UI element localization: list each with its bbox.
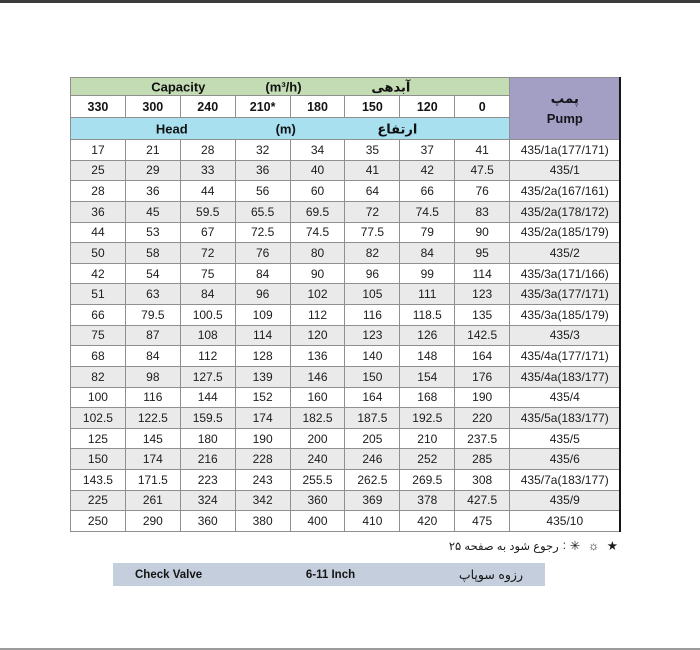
head-value-cell: 84 (400, 243, 455, 264)
head-value-cell: 65.5 (235, 201, 290, 222)
head-value-cell: 68 (71, 346, 126, 367)
pump-data-row (71, 366, 621, 387)
pump-model-cell: 435/2a(185/179) (510, 222, 621, 243)
pump-header-fa: پمپ (550, 90, 579, 106)
head-value-cell: 28 (180, 140, 235, 161)
head-value-cell: 378 (400, 490, 455, 511)
capacity-value-cell: 120 (400, 96, 455, 118)
pump-data-row (71, 284, 621, 305)
head-value-cell: 79.5 (125, 305, 180, 326)
head-value-cell: 164 (455, 346, 510, 367)
pump-column-header (510, 78, 621, 140)
pump-model-cell: 435/4 (510, 387, 621, 408)
head-value-cell: 102 (290, 284, 345, 305)
pump-data-row (71, 511, 621, 532)
pump-model-cell: 435/6 (510, 449, 621, 470)
pump-data-row (71, 325, 621, 346)
valve-thread-label-fa: رزوه سوپاپ (458, 568, 523, 582)
head-value-cell: 69.5 (290, 201, 345, 222)
head-value-cell: 410 (345, 511, 400, 532)
head-value-cell: 21 (125, 140, 180, 161)
pump-data-row (71, 140, 621, 161)
head-value-cell: 60 (290, 181, 345, 202)
footnote-text: رجوع شود به صفحه ۲۵ (448, 540, 559, 553)
head-value-cell: 84 (125, 346, 180, 367)
head-value-cell: 164 (345, 387, 400, 408)
head-label-en: Head (155, 121, 188, 136)
head-value-cell: 118.5 (400, 305, 455, 326)
head-value-cell: 285 (455, 449, 510, 470)
head-value-cell: 34 (290, 140, 345, 161)
head-value-cell: 150 (345, 366, 400, 387)
table-body (71, 140, 621, 532)
head-value-cell: 72.5 (235, 222, 290, 243)
head-value-cell: 223 (180, 470, 235, 491)
head-value-cell: 56 (235, 181, 290, 202)
head-value-cell: 32 (235, 140, 290, 161)
head-value-cell: 228 (235, 449, 290, 470)
head-value-cell: 99 (400, 263, 455, 284)
head-value-cell: 66 (71, 305, 126, 326)
pump-data-row (71, 449, 621, 470)
head-value-cell: 67 (180, 222, 235, 243)
check-valve-bar (113, 563, 545, 586)
head-value-cell: 420 (400, 511, 455, 532)
head-value-cell: 54 (125, 263, 180, 284)
head-value-cell: 154 (400, 366, 455, 387)
head-value-cell: 187.5 (345, 408, 400, 429)
pump-header-en: Pump (546, 111, 583, 127)
head-value-cell: 36 (235, 160, 290, 181)
pump-data-row (71, 470, 621, 491)
head-value-cell: 29 (125, 160, 180, 181)
head-value-cell: 17 (71, 140, 126, 161)
head-value-cell: 262.5 (345, 470, 400, 491)
head-value-cell: 159.5 (180, 408, 235, 429)
pump-data-row (71, 201, 621, 222)
head-value-cell: 36 (125, 181, 180, 202)
head-value-cell: 180 (180, 428, 235, 449)
window-top-edge (0, 0, 700, 3)
head-value-cell: 114 (455, 263, 510, 284)
head-value-cell: 84 (180, 284, 235, 305)
head-value-cell: 308 (455, 470, 510, 491)
head-value-cell: 252 (400, 449, 455, 470)
pump-model-cell: 435/2 (510, 243, 621, 264)
head-value-cell: 290 (125, 511, 180, 532)
head-value-cell: 83 (455, 201, 510, 222)
head-value-cell: 41 (345, 160, 400, 181)
head-value-cell: 176 (455, 366, 510, 387)
pump-data-row (71, 408, 621, 429)
head-band (71, 118, 510, 140)
head-value-cell: 82 (345, 243, 400, 264)
head-value-cell: 120 (290, 325, 345, 346)
head-value-cell: 111 (400, 284, 455, 305)
footnote-separator: : (562, 539, 566, 552)
head-value-cell: 105 (345, 284, 400, 305)
head-value-cell: 243 (235, 470, 290, 491)
head-value-cell: 182.5 (290, 408, 345, 429)
head-value-cell: 475 (455, 511, 510, 532)
pump-model-cell: 435/2a(178/172) (510, 201, 621, 222)
head-value-cell: 87 (125, 325, 180, 346)
head-value-cell: 261 (125, 490, 180, 511)
capacity-band (71, 78, 510, 96)
pump-data-row (71, 428, 621, 449)
head-value-cell: 90 (455, 222, 510, 243)
head-value-cell: 74.5 (290, 222, 345, 243)
head-value-cell: 139 (235, 366, 290, 387)
head-value-cell: 77.5 (345, 222, 400, 243)
pump-model-cell: 435/2a(167/161) (510, 181, 621, 202)
head-value-cell: 112 (180, 346, 235, 367)
pump-model-cell: 435/4a(183/177) (510, 366, 621, 387)
head-value-cell: 136 (290, 346, 345, 367)
head-value-cell: 135 (455, 305, 510, 326)
head-value-cell: 98 (125, 366, 180, 387)
pump-capacity-table (70, 77, 621, 532)
head-value-cell: 36 (71, 201, 126, 222)
head-value-cell: 42 (400, 160, 455, 181)
head-value-cell: 190 (235, 428, 290, 449)
pump-model-cell: 435/9 (510, 490, 621, 511)
head-value-cell: 41 (455, 140, 510, 161)
head-value-cell: 109 (235, 305, 290, 326)
head-value-cell: 96 (345, 263, 400, 284)
head-value-cell: 114 (235, 325, 290, 346)
footnote-marker-icons: ★ ☼ ✳ (569, 539, 620, 553)
head-value-cell: 143.5 (71, 470, 126, 491)
capacity-value-cell: 180 (290, 96, 345, 118)
head-value-cell: 28 (71, 181, 126, 202)
head-value-cell: 240 (290, 449, 345, 470)
head-value-cell: 171.5 (125, 470, 180, 491)
head-value-cell: 79 (400, 222, 455, 243)
pump-data-row (71, 490, 621, 511)
head-value-cell: 102.5 (71, 408, 126, 429)
head-value-cell: 174 (125, 449, 180, 470)
head-value-cell: 220 (455, 408, 510, 429)
pump-data-row (71, 263, 621, 284)
head-value-cell: 76 (455, 181, 510, 202)
head-value-cell: 369 (345, 490, 400, 511)
head-value-cell: 145 (125, 428, 180, 449)
head-value-cell: 37 (400, 140, 455, 161)
head-value-cell: 128 (235, 346, 290, 367)
head-value-cell: 44 (71, 222, 126, 243)
head-value-cell: 40 (290, 160, 345, 181)
head-value-cell: 148 (400, 346, 455, 367)
pump-model-cell: 435/4a(177/171) (510, 346, 621, 367)
pump-model-cell: 435/3a(185/179) (510, 305, 621, 326)
head-value-cell: 50 (71, 243, 126, 264)
head-value-cell: 64 (345, 181, 400, 202)
head-value-cell: 200 (290, 428, 345, 449)
head-value-cell: 126 (400, 325, 455, 346)
pump-data-row (71, 305, 621, 326)
pump-model-cell: 435/3a(171/166) (510, 263, 621, 284)
head-value-cell: 74.5 (400, 201, 455, 222)
head-value-cell: 168 (400, 387, 455, 408)
pump-data-row (71, 243, 621, 264)
pump-model-cell: 435/5 (510, 428, 621, 449)
capacity-label-fa: آبدهی (371, 79, 411, 94)
head-value-cell: 140 (345, 346, 400, 367)
head-value-cell: 47.5 (455, 160, 510, 181)
head-value-cell: 122.5 (125, 408, 180, 429)
head-value-cell: 380 (235, 511, 290, 532)
head-value-cell: 216 (180, 449, 235, 470)
check-valve-label: Check Valve (135, 568, 203, 581)
head-value-cell: 400 (290, 511, 345, 532)
head-value-cell: 360 (180, 511, 235, 532)
capacity-value-cell: 0 (455, 96, 510, 118)
pump-data-row (71, 181, 621, 202)
head-value-cell: 96 (235, 284, 290, 305)
footnote (449, 538, 620, 553)
head-unit-label: (m) (275, 121, 296, 136)
head-value-cell: 174 (235, 408, 290, 429)
capacity-value-cell: 150 (345, 96, 400, 118)
inch-range-label: 6-11 Inch (305, 568, 356, 581)
head-value-cell: 72 (180, 243, 235, 264)
pump-model-cell: 435/1a(177/171) (510, 140, 621, 161)
head-value-cell: 146 (290, 366, 345, 387)
head-value-cell: 108 (180, 325, 235, 346)
head-value-cell: 33 (180, 160, 235, 181)
pump-model-cell: 435/3 (510, 325, 621, 346)
head-value-cell: 250 (71, 511, 126, 532)
capacity-header-row (71, 78, 621, 96)
head-value-cell: 142.5 (455, 325, 510, 346)
head-value-cell: 205 (345, 428, 400, 449)
capacity-unit-label: (m³/h) (265, 79, 302, 94)
pump-data-row (71, 222, 621, 243)
head-value-cell: 237.5 (455, 428, 510, 449)
pump-model-cell: 435/1 (510, 160, 621, 181)
head-value-cell: 42 (71, 263, 126, 284)
head-value-cell: 192.5 (400, 408, 455, 429)
head-value-cell: 127.5 (180, 366, 235, 387)
head-value-cell: 190 (455, 387, 510, 408)
head-value-cell: 342 (235, 490, 290, 511)
head-value-cell: 360 (290, 490, 345, 511)
head-value-cell: 210 (400, 428, 455, 449)
head-value-cell: 66 (400, 181, 455, 202)
pump-model-cell: 435/3a(177/171) (510, 284, 621, 305)
head-value-cell: 116 (345, 305, 400, 326)
head-value-cell: 100.5 (180, 305, 235, 326)
head-value-cell: 225 (71, 490, 126, 511)
head-value-cell: 123 (455, 284, 510, 305)
head-value-cell: 59.5 (180, 201, 235, 222)
head-value-cell: 255.5 (290, 470, 345, 491)
head-value-cell: 82 (71, 366, 126, 387)
capacity-value-cell: 210* (235, 96, 290, 118)
head-value-cell: 58 (125, 243, 180, 264)
capacity-label-en: Capacity (151, 79, 206, 94)
head-value-cell: 269.5 (400, 470, 455, 491)
head-value-cell: 45 (125, 201, 180, 222)
head-label-fa: ارتفاع (377, 121, 418, 136)
head-value-cell: 35 (345, 140, 400, 161)
head-value-cell: 152 (235, 387, 290, 408)
head-value-cell: 75 (71, 325, 126, 346)
head-value-cell: 72 (345, 201, 400, 222)
head-value-cell: 84 (235, 263, 290, 284)
head-value-cell: 150 (71, 449, 126, 470)
pump-data-row (71, 387, 621, 408)
head-value-cell: 112 (290, 305, 345, 326)
pump-model-cell: 435/7a(183/177) (510, 470, 621, 491)
head-value-cell: 95 (455, 243, 510, 264)
head-value-cell: 63 (125, 284, 180, 305)
pump-model-cell: 435/10 (510, 511, 621, 532)
head-value-cell: 44 (180, 181, 235, 202)
capacity-value-cell: 240 (180, 96, 235, 118)
head-value-cell: 246 (345, 449, 400, 470)
capacity-value-cell: 300 (125, 96, 180, 118)
head-value-cell: 76 (235, 243, 290, 264)
capacity-value-cell: 330 (71, 96, 126, 118)
head-value-cell: 427.5 (455, 490, 510, 511)
head-value-cell: 25 (71, 160, 126, 181)
head-value-cell: 116 (125, 387, 180, 408)
head-value-cell: 144 (180, 387, 235, 408)
head-value-cell: 90 (290, 263, 345, 284)
head-value-cell: 123 (345, 325, 400, 346)
pump-data-row (71, 160, 621, 181)
head-value-cell: 80 (290, 243, 345, 264)
head-value-cell: 53 (125, 222, 180, 243)
head-value-cell: 100 (71, 387, 126, 408)
head-value-cell: 125 (71, 428, 126, 449)
head-value-cell: 51 (71, 284, 126, 305)
pump-model-cell: 435/5a(183/177) (510, 408, 621, 429)
head-value-cell: 160 (290, 387, 345, 408)
pump-data-row (71, 346, 621, 367)
head-value-cell: 75 (180, 263, 235, 284)
head-value-cell: 324 (180, 490, 235, 511)
